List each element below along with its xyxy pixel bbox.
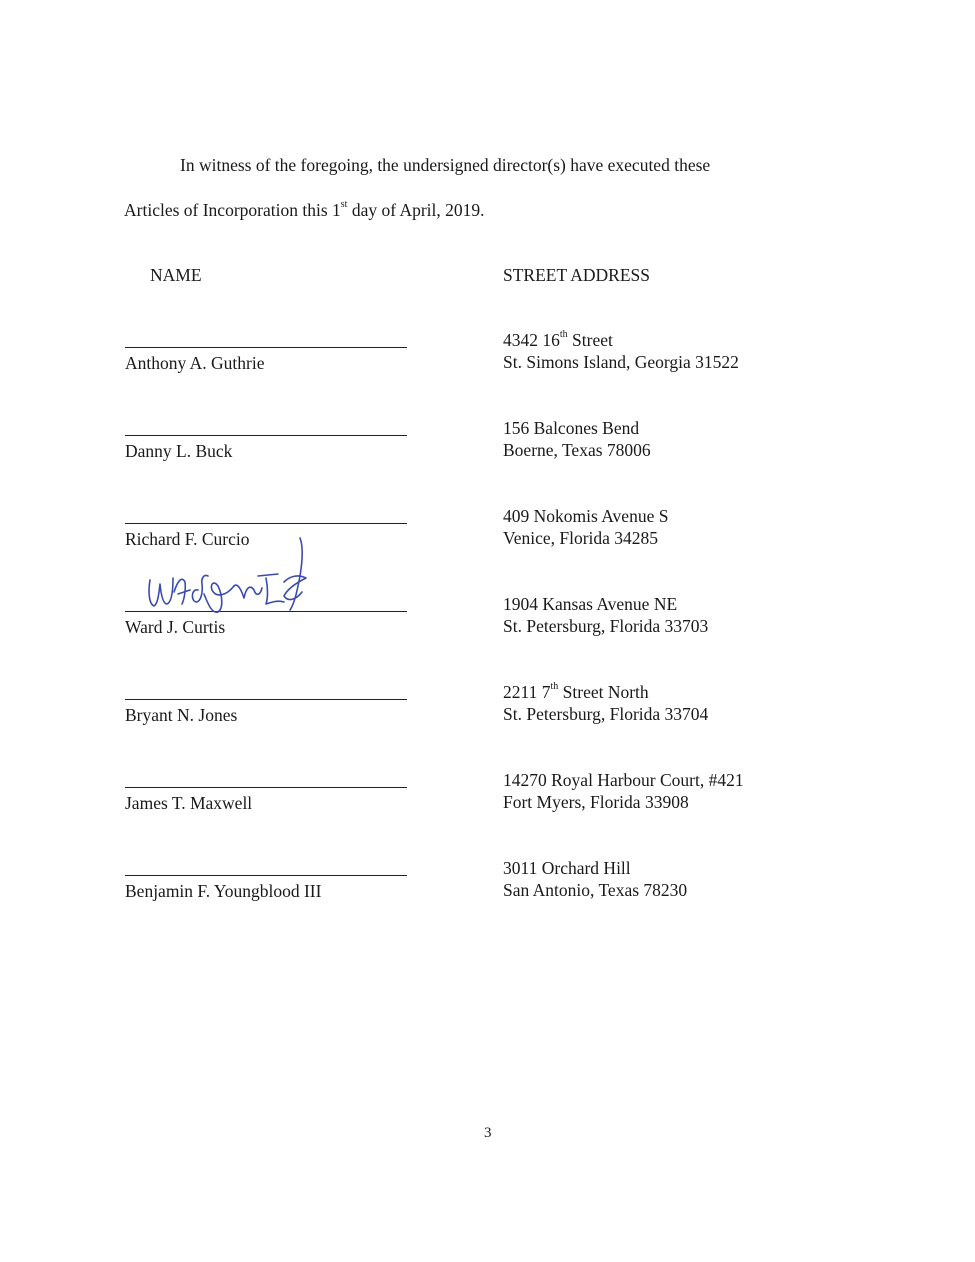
page-number: 3	[484, 1125, 492, 1141]
signature-line	[125, 347, 407, 348]
signature-strokes	[149, 538, 306, 612]
address-line-2: San Antonio, Texas 78230	[503, 880, 688, 900]
director-name: Richard F. Curcio	[125, 529, 250, 549]
address-line-2: St. Petersburg, Florida 33703	[503, 616, 709, 636]
address-ordinal: th	[550, 681, 559, 693]
director-name: Benjamin F. Youngblood III	[125, 881, 322, 901]
address-line-1: 3011 Orchard Hill	[503, 858, 631, 878]
address-street-number: 4342 16	[503, 330, 560, 350]
director-name: Danny L. Buck	[125, 441, 233, 461]
address-line-2: Venice, Florida 34285	[503, 528, 659, 548]
address-line-1: 409 Nokomis Avenue S	[503, 506, 669, 526]
name-column-header: NAME	[150, 265, 202, 285]
director-name: James T. Maxwell	[125, 793, 253, 813]
address-line-2: St. Petersburg, Florida 33704	[503, 704, 709, 724]
witness-ordinal: st	[340, 199, 348, 211]
address-line-1	[503, 681, 649, 703]
witness-line-2-after: day of April, 2019.	[347, 200, 485, 220]
signature-line	[125, 787, 407, 788]
director-name: Anthony A. Guthrie	[125, 353, 265, 373]
address-line-1: 156 Balcones Bend	[503, 418, 640, 438]
signature-line	[125, 699, 407, 700]
address-column-header: STREET ADDRESS	[503, 265, 650, 285]
address-line-2: Boerne, Texas 78006	[503, 440, 651, 460]
address-line-1: 14270 Royal Harbour Court, #421	[503, 770, 744, 790]
signature-line	[125, 875, 407, 876]
address-street-number: 2211 7	[503, 682, 551, 702]
signature-line	[125, 435, 407, 436]
address-street-suffix: Street North	[558, 682, 649, 702]
address-ordinal: th	[559, 329, 568, 341]
director-name: Ward J. Curtis	[125, 617, 226, 637]
director-name: Bryant N. Jones	[125, 705, 238, 725]
witness-line-2	[124, 199, 485, 221]
address-line-2: St. Simons Island, Georgia 31522	[503, 352, 739, 372]
handwritten-signature	[138, 532, 318, 618]
witness-line-2-before: Articles of Incorporation this 1	[124, 200, 341, 220]
address-line-2: Fort Myers, Florida 33908	[503, 792, 689, 812]
signature-line	[125, 523, 407, 524]
address-line-1: 1904 Kansas Avenue NE	[503, 594, 678, 614]
address-line-1	[503, 329, 613, 351]
address-street-suffix: Street	[567, 330, 613, 350]
witness-line-1: In witness of the foregoing, the undersigned director(s) have executed these	[180, 155, 711, 175]
